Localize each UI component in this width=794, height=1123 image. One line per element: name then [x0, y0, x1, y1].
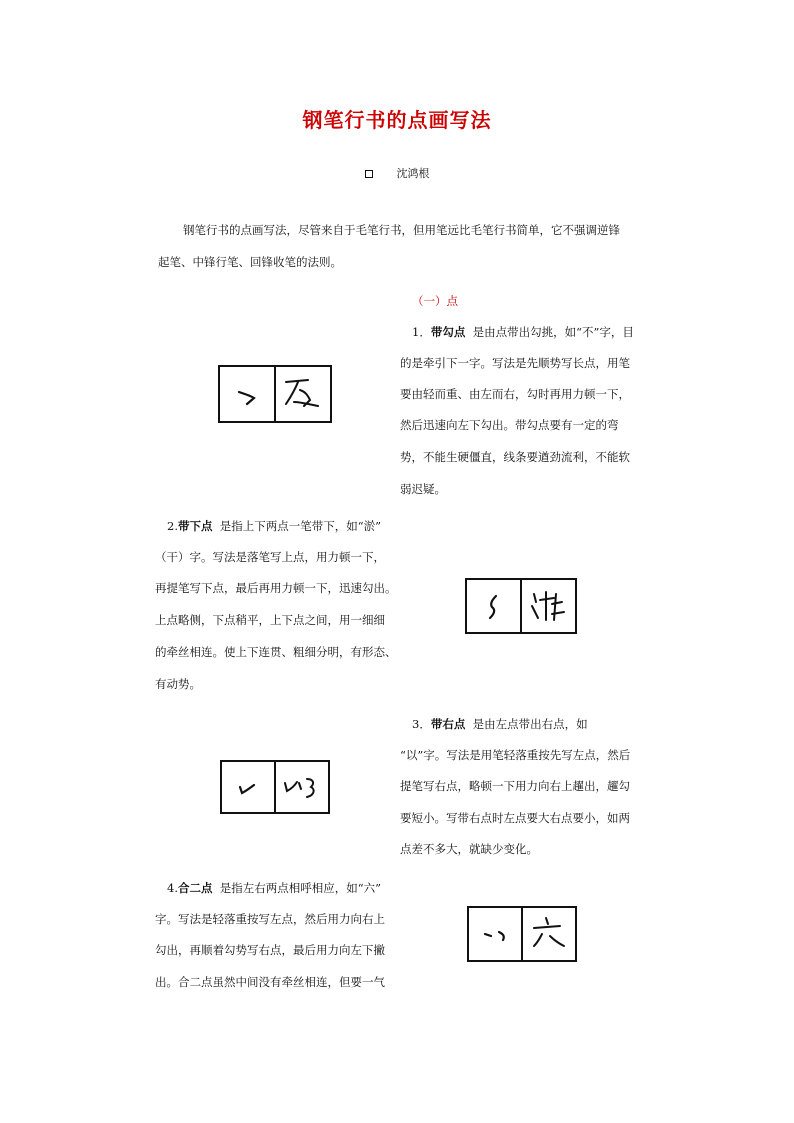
pair-dot-stroke-icon [475, 914, 515, 954]
item1-name: 带勾点 [430, 325, 466, 339]
item2-text-3: 上点略侧，下点稍平，上下点之间，用一细细 [155, 613, 385, 627]
item3-first-line [412, 716, 588, 732]
character-sample-right [274, 762, 328, 812]
item2-text-1: （干）字。写法是落笔写上点，用力顿一下， [155, 550, 385, 564]
item1-text-5: 弱迟疑。 [400, 482, 446, 496]
item3-text-1: “以”字。写法是用笔轻落重按先写左点，然后 [400, 748, 631, 762]
section-heading: （一）点 [412, 294, 458, 308]
stroke-sample-left [220, 367, 274, 421]
intro-line-2: 起笔、中锋行笔、回锋收笔的法则。 [158, 255, 342, 269]
item1-text-0: 是由点带出勾挑，如“不”字，目 [472, 325, 634, 339]
stroke-sample-left [467, 580, 520, 632]
item3-text-2: 提笔写右点，略顿一下用力向右上趯出，趯勾 [400, 779, 630, 793]
item4-text-0: 是指左右两点相呼相应，如“六” [219, 881, 382, 895]
item1-text-2: 要由轻而重、由左而右，勾时再用力顿一下， [400, 387, 630, 401]
item4-first-line [167, 880, 381, 896]
character-yi-icon [277, 765, 327, 809]
item2-text-2: 再提笔写下点，最后再用力顿一下，迅速勾出。 [155, 581, 397, 595]
character-liu-icon [524, 912, 574, 956]
item4-text-2: 勾出，再顺着勾势写右点，最后用力向左下撇 [155, 943, 385, 957]
stroke-sample-left [222, 762, 274, 812]
character-sample-right [521, 908, 575, 960]
item1-first-line [412, 324, 634, 340]
item1-text-3: 然后迅速向左下勾出。带勾点要有一定的弯 [400, 418, 619, 432]
author-line [0, 165, 794, 181]
calligraphy-example-2 [465, 578, 577, 634]
item1-number: 1． [412, 325, 431, 339]
item3-name: 带右点 [430, 717, 466, 731]
item4-text-1: 字。写法是轻落重按写左点，然后用力向右上 [155, 912, 385, 926]
right-dot-stroke-icon [228, 767, 268, 807]
item2-first-line [167, 518, 381, 534]
item2-text-4: 的牵丝相连。使上下连贯、粗细分明，有形态、 [155, 645, 397, 659]
calligraphy-example-4 [467, 906, 577, 962]
hook-dot-stroke-icon [227, 374, 267, 414]
item2-text-5: 有动势。 [155, 677, 201, 691]
item3-number: 3． [412, 717, 431, 731]
item3-text-4: 点差不多大，就缺少变化。 [400, 842, 538, 856]
item4-name: 合二点 [177, 881, 213, 895]
item1-text-1: 的是牵引下一字。写法是先顺势写长点，用笔 [400, 356, 630, 370]
calligraphy-example-1 [218, 365, 332, 423]
character-bu-icon [278, 372, 328, 416]
calligraphy-example-3 [220, 760, 330, 814]
item2-number: 2. [167, 519, 178, 533]
item4-number: 4. [167, 881, 178, 895]
character-sample-right [274, 367, 330, 421]
item2-name: 带下点 [177, 519, 213, 533]
author-name: 沈鸿根 [396, 167, 430, 180]
down-dot-stroke-icon [474, 586, 514, 626]
document-title: 钢笔行书的点画写法 [302, 108, 492, 132]
item4-text-3: 出。合二点虽然中间没有牵丝相连，但要一气 [155, 975, 385, 989]
stroke-sample-left [469, 908, 521, 960]
character-sample-right [520, 580, 575, 632]
item3-text-3: 要短小。写带右点时左点要大右点要小，如两 [400, 811, 630, 825]
intro-line-1: 钢笔行书的点画写法，尽管来自于毛笔行书，但用笔远比毛笔行书简单，它不强调逆锋 [183, 223, 620, 237]
item3-text-0: 是由左点带出右点，如 [472, 717, 588, 731]
character-yu-icon [524, 584, 574, 628]
bullet-square-icon [365, 170, 373, 178]
item2-text-0: 是指上下两点一笔带下，如“淤” [219, 519, 382, 533]
item1-text-4: 势，不能生硬僵直，线条要遒劲流利，不能软 [400, 450, 630, 464]
